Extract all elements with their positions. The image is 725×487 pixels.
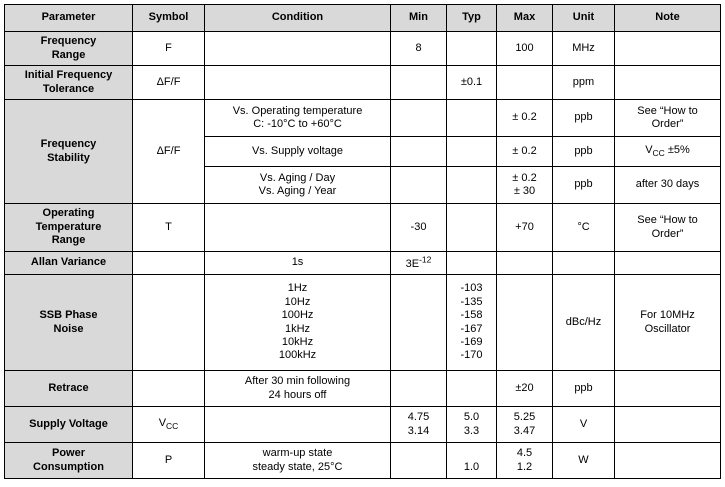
- row-min: [391, 371, 447, 407]
- row-symbol: T: [133, 204, 205, 252]
- table-row: [5, 32, 721, 66]
- row-note: after 30 days: [615, 167, 721, 204]
- row-parameter: Allan Variance: [5, 252, 133, 275]
- table-row: [5, 407, 721, 443]
- row-condition: warm-up state steady state, 25°C: [205, 443, 391, 479]
- row-typ: [447, 32, 497, 66]
- row-condition: 1s: [205, 252, 391, 275]
- row-unit: V: [553, 407, 615, 443]
- row-typ: ±0.1: [447, 66, 497, 100]
- supply-voltage-symbol: $V_{CC}$: [158, 417, 179, 432]
- row-typ: [447, 252, 497, 275]
- column-header-typ: Typ: [447, 5, 497, 32]
- row-parameter: Frequency Range: [5, 32, 133, 66]
- row-condition: After 30 min following 24 hours off: [205, 371, 391, 407]
- row-max: 100: [497, 32, 553, 66]
- row-condition: [205, 204, 391, 252]
- row-symbol: ΔF/F: [133, 100, 205, 204]
- row-typ: [447, 167, 497, 204]
- row-symbol: [133, 371, 205, 407]
- row-parameter: Retrace: [5, 371, 133, 407]
- row-typ: -103 -135 -158 -167 -169 -170: [447, 275, 497, 371]
- row-parameter: Supply Voltage: [5, 407, 133, 443]
- table-body: [5, 32, 721, 479]
- row-max: ± 0.2 ± 30: [497, 167, 553, 204]
- row-symbol: P: [133, 443, 205, 479]
- row-min: [391, 100, 447, 137]
- row-unit: dBc/Hz: [553, 275, 615, 371]
- row-condition: [205, 407, 391, 443]
- column-header-min: Min: [391, 5, 447, 32]
- row-min: -30: [391, 204, 447, 252]
- allan-variance-value: $3E^{-12}$: [405, 254, 432, 271]
- row-symbol: [133, 407, 205, 443]
- table-row: [5, 252, 721, 275]
- row-unit: ppb: [553, 371, 615, 407]
- specification-table: [4, 4, 721, 479]
- row-unit: W: [553, 443, 615, 479]
- row-min: [391, 167, 447, 204]
- row-typ: 5.0 3.3: [447, 407, 497, 443]
- row-max: 4.5 1.2: [497, 443, 553, 479]
- table-row: [5, 100, 721, 137]
- row-symbol: ΔF/F: [133, 66, 205, 100]
- row-max: 5.25 3.47: [497, 407, 553, 443]
- column-header-note: Note: [615, 5, 721, 32]
- row-max: ±20: [497, 371, 553, 407]
- column-header-unit: Unit: [553, 5, 615, 32]
- row-max: +70: [497, 204, 553, 252]
- row-unit: ppb: [553, 137, 615, 167]
- row-note: See “How to Order”: [615, 100, 721, 137]
- column-header-condition: Condition: [205, 5, 391, 32]
- row-unit: ppb: [553, 167, 615, 204]
- row-max: [497, 275, 553, 371]
- row-parameter: Frequency Stability: [5, 100, 133, 204]
- row-max: [497, 252, 553, 275]
- row-min: [391, 66, 447, 100]
- row-min: 4.75 3.14: [391, 407, 447, 443]
- row-note: For 10MHz Oscillator: [615, 275, 721, 371]
- column-header-max: Max: [497, 5, 553, 32]
- row-note: [615, 137, 721, 167]
- row-note: [615, 32, 721, 66]
- row-parameter: SSB Phase Noise: [5, 275, 133, 371]
- row-condition: Vs. Operating temperature C: -10°C to +60°C: [205, 100, 391, 137]
- row-typ: [447, 204, 497, 252]
- row-typ: 1.0: [447, 443, 497, 479]
- table-header: [5, 5, 721, 32]
- row-typ: [447, 137, 497, 167]
- row-max: [497, 66, 553, 100]
- row-max: ± 0.2: [497, 137, 553, 167]
- column-header-parameter: Parameter: [5, 5, 133, 32]
- row-min: [391, 252, 447, 275]
- row-symbol: [133, 275, 205, 371]
- row-note: See “How to Order”: [615, 204, 721, 252]
- row-condition: [205, 32, 391, 66]
- table-row: [5, 204, 721, 252]
- row-note: [615, 443, 721, 479]
- table-row: [5, 443, 721, 479]
- row-symbol: [133, 252, 205, 275]
- vcc-label: $V_{CC} \pm 5\%$: [645, 144, 690, 159]
- row-min: 8: [391, 32, 447, 66]
- table-row: [5, 371, 721, 407]
- table-header-row: [5, 5, 721, 32]
- row-symbol: F: [133, 32, 205, 66]
- row-max: ± 0.2: [497, 100, 553, 137]
- row-parameter: Initial Frequency Tolerance: [5, 66, 133, 100]
- row-note: [615, 66, 721, 100]
- row-typ: [447, 100, 497, 137]
- row-condition: Vs. Aging / Day Vs. Aging / Year: [205, 167, 391, 204]
- table-row: [5, 275, 721, 371]
- row-unit: ppb: [553, 100, 615, 137]
- row-parameter: Operating Temperature Range: [5, 204, 133, 252]
- row-condition: 1Hz 10Hz 100Hz 1kHz 10kHz 100kHz: [205, 275, 391, 371]
- row-unit: MHz: [553, 32, 615, 66]
- column-header-symbol: Symbol: [133, 5, 205, 32]
- row-min: [391, 275, 447, 371]
- row-condition: Vs. Supply voltage: [205, 137, 391, 167]
- row-typ: [447, 371, 497, 407]
- row-min: [391, 443, 447, 479]
- row-note: [615, 371, 721, 407]
- row-condition: [205, 66, 391, 100]
- row-unit: °C: [553, 204, 615, 252]
- row-unit: ppm: [553, 66, 615, 100]
- row-unit: [553, 252, 615, 275]
- row-min: [391, 137, 447, 167]
- table-row: [5, 66, 721, 100]
- row-parameter: Power Consumption: [5, 443, 133, 479]
- row-note: [615, 407, 721, 443]
- row-note: [615, 252, 721, 275]
